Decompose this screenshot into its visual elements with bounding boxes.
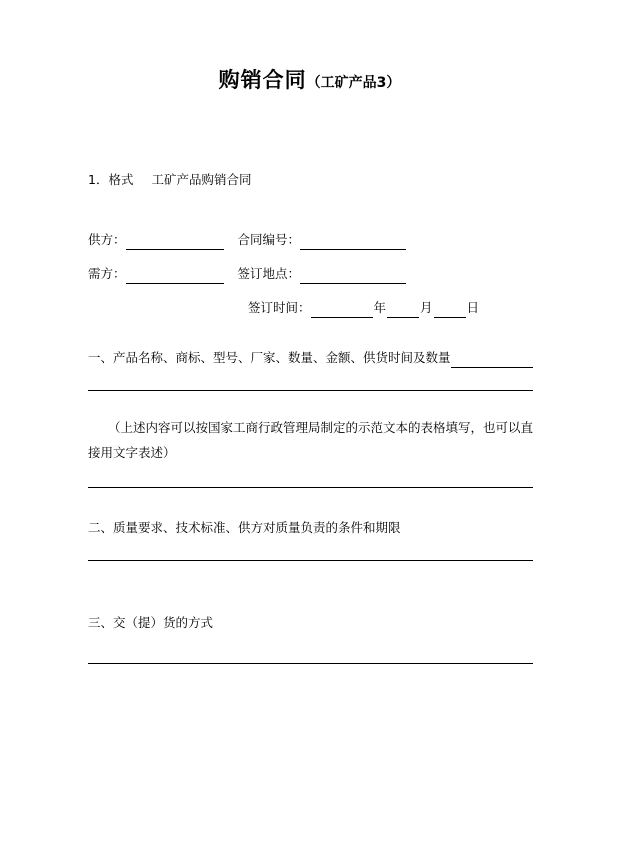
clause-two-heading-text: 二、质量要求、技术标准、供方对质量负责的条件和期限: [88, 520, 401, 535]
document-page: [0, 64, 619, 864]
clause-one-fill-line[interactable]: [451, 354, 533, 368]
clause-one: [88, 348, 533, 488]
title-subtitle: （工矿产品3）: [306, 75, 401, 91]
demander-input[interactable]: [126, 270, 224, 284]
sign-place-label: 签订地点：: [237, 266, 301, 281]
supplier-input[interactable]: [126, 236, 224, 250]
sign-place-input[interactable]: [300, 270, 406, 284]
sign-year-input[interactable]: [311, 304, 373, 318]
clause-three: [88, 613, 533, 664]
clause-one-heading-text: 一、产品名称、商标、型号、厂家、数量、金额、供货时间及数量: [88, 350, 451, 365]
page-title: [0, 64, 619, 94]
section-name-label: 工矿产品购销合同: [151, 172, 252, 187]
row-supplier-contractno: [88, 230, 533, 250]
title-main: 购销合同: [218, 68, 307, 92]
clause-two: [88, 518, 533, 561]
sign-time-label: 签订时间：: [248, 300, 311, 315]
clause-one-heading: [88, 348, 533, 368]
document-body: [0, 170, 619, 664]
row-demander-signplace: [88, 264, 533, 284]
section-heading: [88, 170, 533, 190]
day-unit-label: 日: [466, 300, 480, 315]
supplier-label: 供方：: [88, 232, 126, 247]
year-unit-label: 年: [373, 300, 387, 315]
clause-one-note-text: （上述内容可以按国家工商行政管理局制定的示范文本的表格填写，也可以直接用文字表述）: [88, 420, 534, 460]
clause-two-rule: [88, 560, 533, 561]
section-number-label: 1．格式: [88, 172, 134, 187]
demander-label: 需方：: [88, 266, 126, 281]
party-fields: [88, 230, 533, 318]
row-signtime: [88, 298, 533, 318]
month-unit-label: 月: [420, 300, 433, 315]
sign-month-input[interactable]: [387, 304, 419, 318]
clause-one-rule-bottom: [88, 487, 533, 488]
clause-three-rule: [88, 663, 533, 664]
sign-day-input[interactable]: [434, 304, 466, 318]
clause-one-rule: [88, 390, 533, 391]
clause-three-heading: [88, 613, 533, 633]
clause-three-heading-text: 三、交（提）货的方式: [88, 615, 214, 630]
clause-one-note: [88, 415, 533, 465]
contract-no-label: 合同编号：: [237, 232, 301, 247]
clause-two-heading: [88, 518, 533, 538]
contract-no-input[interactable]: [300, 236, 406, 250]
